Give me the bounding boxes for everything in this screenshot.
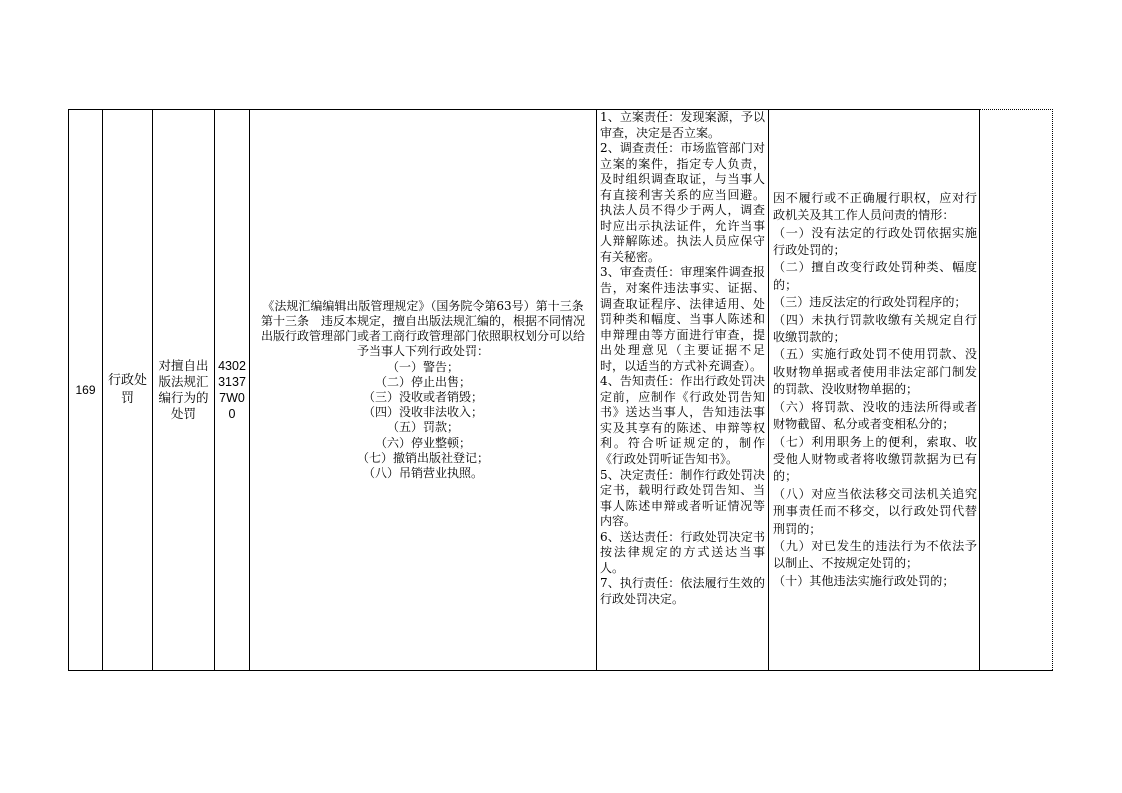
accountability-item: （九）对已发生的违法行为不依法予以制止、不按规定处罚的； xyxy=(773,538,977,571)
power-list-table xyxy=(68,109,1053,671)
responsibility-item: 2、调查责任：市场监管部门对立案的案件，指定专人负责，及时组织调查取证，与当事人有直接利害关系的应当回避。执法人员不得少于两人，调查时应出示执法证件，允许当事人辩解陈述。执法人员应保守有关秘密。 xyxy=(600,141,765,264)
responsibility-item: 4、告知责任：作出行政处罚决定前，应制作《行政处罚告知书》送达当事人，告知违法事实及其享有的陈述、申辩等权利。符合听证规定的，制作《行政处罚听证告知书》。 xyxy=(600,374,765,467)
responsibility-item: 6、送达责任：行政处罚决定书按法律规定的方式送达当事人。 xyxy=(600,529,765,575)
row-number: 169 xyxy=(69,110,103,671)
responsibility-item: 5、决定责任：制作行政处罚决定书，载明行政处罚告知、当事人陈述申辩或者听证情况等内容。 xyxy=(600,467,765,529)
penalty-item: （四）没收非法收入； xyxy=(362,405,483,420)
power-item-name: 对擅自出版法规汇编行为的处罚 xyxy=(153,110,215,671)
accountability-item: （七）利用职务上的便利，索取、收受他人财物或者将收缴罚款据为已有的； xyxy=(773,434,977,484)
remarks-cell xyxy=(980,110,1053,671)
power-category: 行政处罚 xyxy=(103,110,153,671)
penalty-item: （八）吊销营业执照。 xyxy=(362,466,483,481)
penalty-item: （一）警告； xyxy=(386,359,459,374)
accountability-intro: 因不履行或不正确履行职权，应对行政机关及其工作人员问责的情形： xyxy=(773,190,977,223)
responsibility-item: 7、执行责任：依法履行生效的行政处罚决定。 xyxy=(600,576,765,606)
accountability-item: （四）未执行罚款收缴有关规定自行收缴罚款的； xyxy=(773,312,977,345)
accountability-item: （六）将罚款、没收的违法所得或者财物截留、私分或者变相私分的； xyxy=(773,399,977,432)
responsibility-item: 3、审查责任：审理案件调查报告，对案件违法事实、证据、调查取证程序、法律适用、处罚种类和幅度、当事人陈述和申辩理由等方面进行审查，提出处理意见（主要证据不足时，以适当的方式补充调查）。 xyxy=(600,265,765,373)
accountability-item: （八）对应当依法移交司法机关追究刑事责任而不移交，以行政处罚代替刑罚的； xyxy=(773,486,977,536)
accountability-item: （一）没有法定的行政处罚依据实施行政处罚的； xyxy=(773,225,977,258)
accountability-cell xyxy=(769,110,980,671)
accountability-item: （十）其他违法实施行政处罚的； xyxy=(773,573,955,588)
penalty-item: （二）停止出售； xyxy=(374,374,471,389)
accountability-item: （二）擅自改变行政处罚种类、幅度的； xyxy=(773,260,977,292)
responsibility-cell xyxy=(597,110,769,671)
penalty-item: （七）撤销出版社登记； xyxy=(356,450,489,465)
legal-basis-cell xyxy=(250,110,597,671)
accountability-item: （三）违反法定的行政处罚程序的； xyxy=(773,295,967,310)
legal-basis-title: 《法规汇编编辑出版管理规定》（国务院令第63号）第十三条 xyxy=(262,298,584,313)
table-row xyxy=(69,110,1053,671)
accountability-item: （五）实施行政处罚不使用罚款、没收财物单据或者使用非法定部门制发的罚款、没收财物单据的； xyxy=(773,347,977,397)
power-code: 43023137 7W00 xyxy=(215,110,250,671)
penalty-item: （六）停业整顿； xyxy=(374,435,471,450)
legal-basis-intro: 第十三条 违反本规定，擅自出版法规汇编的，根据不同情况出版行政管理部门或者工商行政管理部门依照职权划分可以给予当事人下列行政处罚： xyxy=(260,313,585,359)
penalty-item: （五）罚款； xyxy=(386,420,459,435)
penalty-item: （三）没收或者销毁； xyxy=(362,390,483,404)
responsibility-item: 1、立案责任：发现案源，予以审查，决定是否立案。 xyxy=(600,110,765,140)
